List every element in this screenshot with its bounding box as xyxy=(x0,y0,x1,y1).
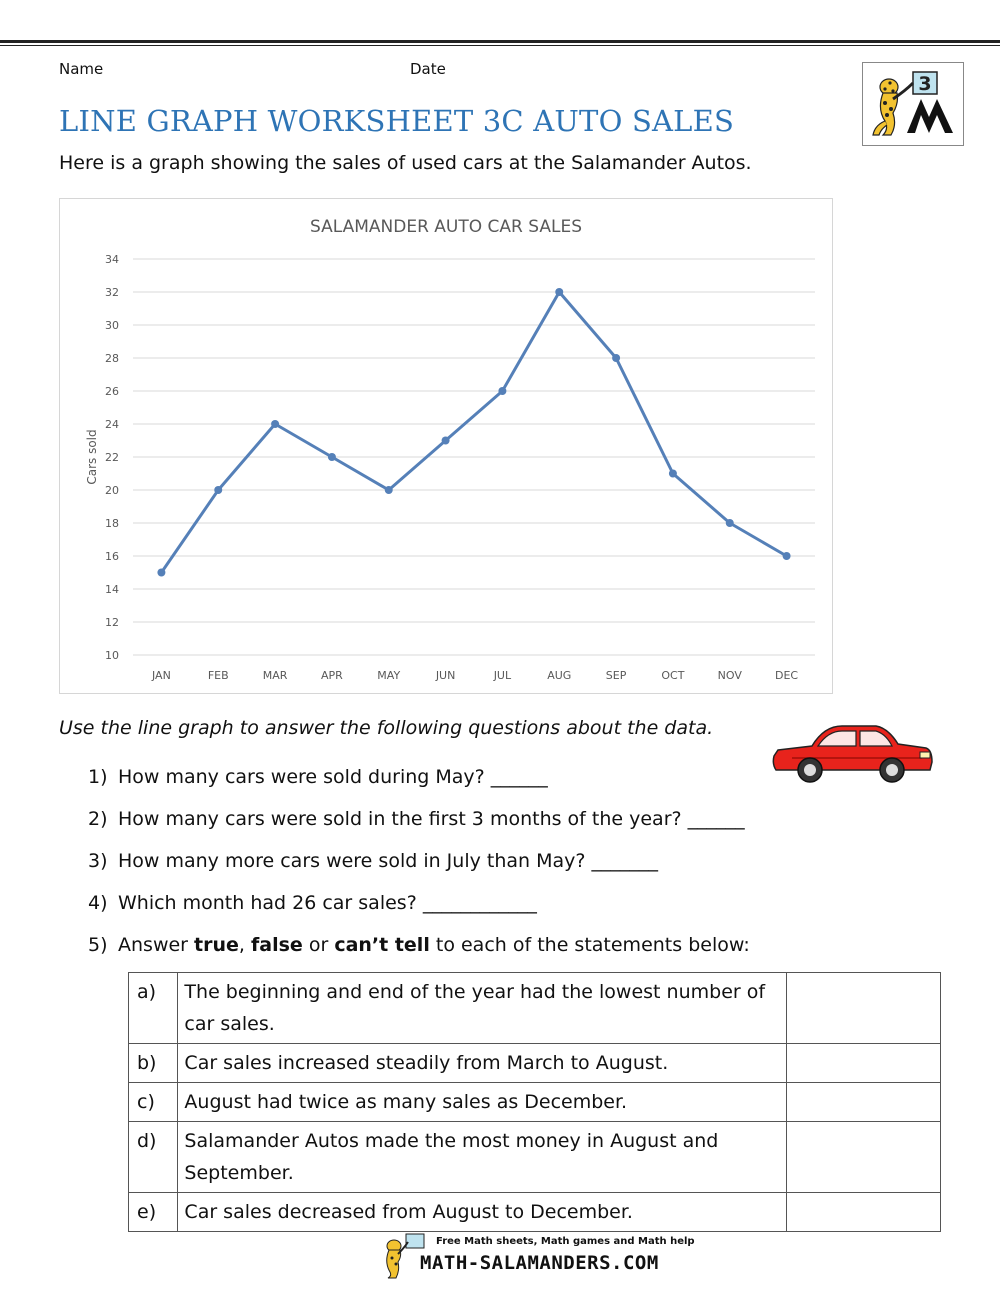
x-tick-label: DEC xyxy=(775,669,799,682)
answer-cell[interactable] xyxy=(786,973,940,1044)
red-car-icon xyxy=(772,720,934,784)
data-point xyxy=(555,288,563,296)
name-label: Name xyxy=(59,60,104,78)
y-tick-label: 24 xyxy=(105,418,119,431)
q5-sep1: , xyxy=(238,934,251,956)
statement-letter: b) xyxy=(129,1044,178,1083)
instructions: Use the line graph to answer the following questions about the data. xyxy=(59,717,714,739)
x-tick-label: JAN xyxy=(152,669,171,682)
data-point xyxy=(783,552,791,560)
x-tick-label: AUG xyxy=(547,669,572,682)
y-tick-label: 32 xyxy=(105,286,119,299)
y-tick-label: 30 xyxy=(105,319,119,332)
question-5 xyxy=(88,934,750,956)
question-4 xyxy=(88,892,537,914)
table-row xyxy=(129,1044,941,1083)
y-tick-label: 10 xyxy=(105,649,119,662)
page-title: LINE GRAPH WORKSHEET 3C AUTO SALES xyxy=(59,104,735,138)
intro-text: Here is a graph showing the sales of used cars at the Salamander Autos. xyxy=(59,152,752,174)
data-point xyxy=(669,470,677,478)
x-tick-label: FEB xyxy=(207,669,229,682)
q5-pre: Answer xyxy=(118,934,195,956)
question-number: 4) xyxy=(88,892,108,914)
footer-tagline: Free Math sheets, Math games and Math help xyxy=(436,1236,695,1247)
y-axis-label: Cars sold xyxy=(85,429,99,485)
date-label: Date xyxy=(410,60,446,78)
x-tick-label: JUN xyxy=(435,669,456,682)
question-1 xyxy=(88,766,548,788)
q5-post: to each of the statements below: xyxy=(429,934,750,956)
data-point xyxy=(612,354,620,362)
q5-true: true xyxy=(194,934,239,956)
y-tick-label: 28 xyxy=(105,352,119,365)
question-number: 3) xyxy=(88,850,108,872)
y-tick-label: 26 xyxy=(105,385,119,398)
q5-sep2: or xyxy=(302,934,335,956)
question-number: 5) xyxy=(88,934,108,956)
line-chart xyxy=(59,198,833,694)
x-tick-label: OCT xyxy=(661,669,685,682)
q5-false: false xyxy=(251,934,303,956)
y-tick-label: 20 xyxy=(105,484,119,497)
table-row xyxy=(129,1193,941,1232)
question-3 xyxy=(88,850,658,872)
series-line xyxy=(161,292,786,573)
data-point xyxy=(271,420,279,428)
question-number: 2) xyxy=(88,808,108,830)
table-row xyxy=(129,973,941,1044)
q5-cant-tell: can’t tell xyxy=(334,934,430,956)
statement-letter: a) xyxy=(129,973,178,1044)
y-tick-label: 16 xyxy=(105,550,119,563)
y-tick-label: 14 xyxy=(105,583,119,596)
table-row xyxy=(129,1083,941,1122)
question-text: How many more cars were sold in July than May? _______ xyxy=(118,850,659,872)
y-tick-label: 22 xyxy=(105,451,119,464)
x-tick-label: NOV xyxy=(717,669,742,682)
data-point xyxy=(385,486,393,494)
salamander-logo-icon xyxy=(862,62,964,146)
data-point xyxy=(498,387,506,395)
x-tick-label: MAY xyxy=(377,669,401,682)
chart-title: SALAMANDER AUTO CAR SALES xyxy=(310,217,582,237)
x-tick-label: SEP xyxy=(605,669,627,682)
footer xyxy=(380,1232,695,1280)
statement-text: August had twice as many sales as December. xyxy=(178,1083,786,1122)
data-point xyxy=(214,486,222,494)
statement-text: The beginning and end of the year had the lowest number of car sales. xyxy=(178,973,786,1044)
data-point xyxy=(726,519,734,527)
answer-cell[interactable] xyxy=(786,1044,940,1083)
y-tick-label: 12 xyxy=(105,616,119,629)
statement-letter: c) xyxy=(129,1083,178,1122)
statement-letter: e) xyxy=(129,1193,178,1232)
x-tick-label: MAR xyxy=(262,669,288,682)
y-tick-label: 18 xyxy=(105,517,119,530)
answer-cell[interactable] xyxy=(786,1122,940,1193)
top-rule-thin xyxy=(0,45,1000,46)
chart-svg xyxy=(60,199,832,693)
data-point xyxy=(328,453,336,461)
grade-badge: 3 xyxy=(918,73,932,95)
statement-letter: d) xyxy=(129,1122,178,1193)
question-text: Which month had 26 car sales? ____________ xyxy=(118,892,537,914)
statement-text: Car sales decreased from August to December. xyxy=(178,1193,786,1232)
y-tick-label: 34 xyxy=(105,253,119,266)
statements-table xyxy=(128,972,941,1232)
top-rule xyxy=(0,40,1000,43)
data-point xyxy=(442,437,450,445)
footer-site-link[interactable]: MATH-SALAMANDERS.COM xyxy=(420,1252,659,1274)
answer-cell[interactable] xyxy=(786,1193,940,1232)
x-tick-label: JUL xyxy=(493,669,512,682)
statement-text: Salamander Autos made the most money in August and September. xyxy=(178,1122,786,1193)
question-text: How many cars were sold during May? ______ xyxy=(118,766,548,788)
statement-text: Car sales increased steadily from March to August. xyxy=(178,1044,786,1083)
answer-cell[interactable] xyxy=(786,1083,940,1122)
data-point xyxy=(157,569,165,577)
table-row xyxy=(129,1122,941,1193)
question-2 xyxy=(88,808,745,830)
question-text: How many cars were sold in the first 3 months of the year? ______ xyxy=(118,808,745,830)
question-number: 1) xyxy=(88,766,108,788)
x-tick-label: APR xyxy=(321,669,343,682)
